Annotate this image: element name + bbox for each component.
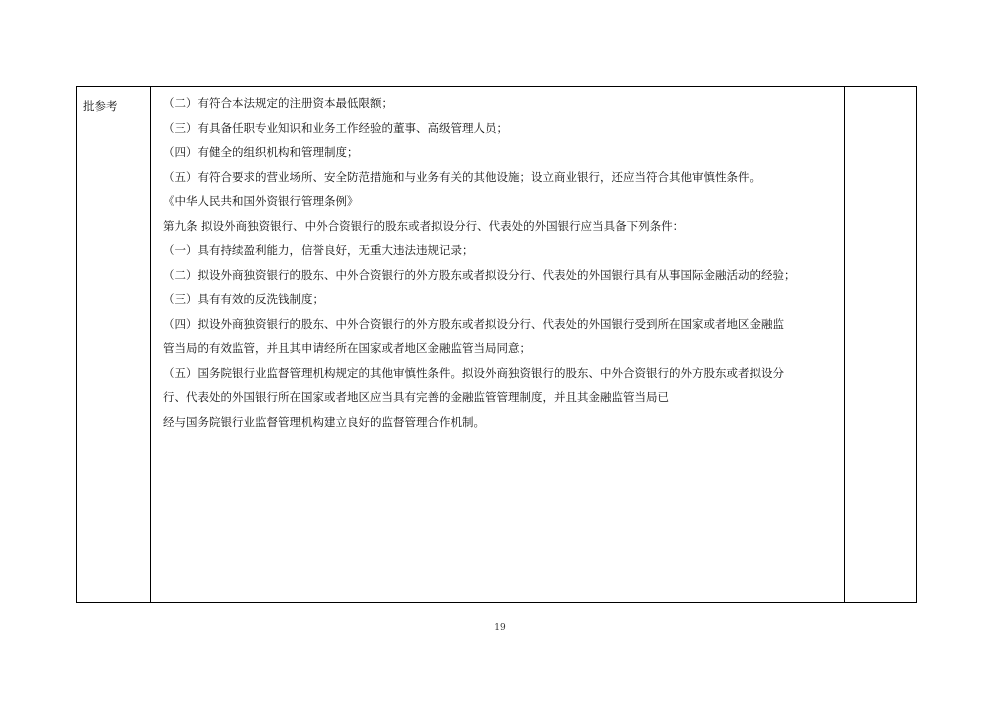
regulation-title: 《中华人民共和国外资银行管理条例》 bbox=[163, 194, 359, 208]
row-label: 批参考 bbox=[83, 99, 118, 113]
document-table bbox=[76, 86, 917, 603]
text-line: （三）具有有效的反洗钱制度； bbox=[163, 292, 324, 306]
column-divider bbox=[150, 87, 151, 602]
text-line: （二）有符合本法规定的注册资本最低限额； bbox=[163, 96, 393, 110]
article-heading: 第九条 拟设外商独资银行、中外合资银行的股东或者拟设分行、代表处的外国银行应当具备下列条件： bbox=[163, 218, 685, 233]
text-line: 行、代表处的外国银行所在国家或者地区应当具有完善的金融监管管理制度，并且其金融监管当局已 bbox=[163, 390, 669, 404]
text-line: （二）拟设外商独资银行的股东、中外合资银行的外方股东或者拟设分行、代表处的外国银行具有从事国际金融活动的经验； bbox=[163, 267, 796, 282]
page-number: 19 bbox=[494, 623, 506, 633]
column-divider bbox=[844, 87, 845, 602]
text-line: （五）国务院银行业监督管理机构规定的其他审慎性条件。拟设外商独资银行的股东、中外合资银行的外方股东或者拟设分 bbox=[163, 365, 784, 380]
text-line: 经与国务院银行业监督管理机构建立良好的监督管理合作机制。 bbox=[163, 414, 485, 429]
text-line: （四）拟设外商独资银行的股东、中外合资银行的外方股东或者拟设分行、代表处的外国银行受到所在国家或者地区金融监 bbox=[163, 316, 784, 331]
text-line: （四）有健全的组织机构和管理制度； bbox=[163, 145, 359, 159]
content-cell bbox=[163, 96, 843, 439]
text-line: （三）有具备任职专业知识和业务工作经验的董事、高级管理人员； bbox=[163, 120, 508, 135]
text-line: （一）具有持续盈利能力，信誉良好，无重大违法违规记录； bbox=[163, 243, 474, 257]
text-line: （五）有符合要求的营业场所、安全防范措施和与业务有关的其他设施；设立商业银行，还应当符合其他审慎性条件。 bbox=[163, 169, 761, 184]
text-line: 管当局的有效监管，并且其申请经所在国家或者地区金融监管当局同意； bbox=[163, 341, 531, 355]
